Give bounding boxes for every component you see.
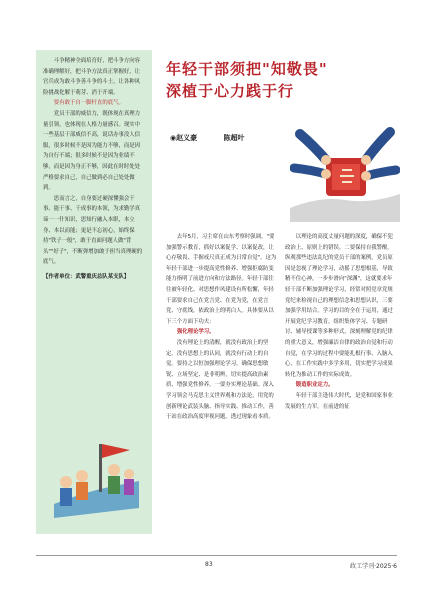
subheading-2-text: 锻造职业定力。 — [295, 382, 334, 389]
author-1: ◉赵义豪 — [170, 134, 198, 142]
byline — [170, 133, 269, 143]
body-paragraph-4: 年轻干部主逢伟大时代，是党和国家事业发展的生力军。在前进的征 — [285, 392, 393, 410]
body-paragraph-1: 去年5月，习主席在山东考察时强调，"要加强警示教育，抓好以案促学、以案促改，让心存敬畏、手握戒尺真正成为日常自觉"。这为年轻干部进一步提高党性修养、增强拒腐防变能力指明了前进方向和方法路径。年轻干部往往被年轻化、对思想作风建设有所松懈，年轻干部要求自己在党言党、在党为党，在党言党、守底线，依政治上的明白人。具体要从以下三个方面下功夫： — [166, 234, 277, 325]
footer-divider — [36, 555, 397, 556]
page-number: 83 — [205, 561, 213, 568]
left-heading-2 — [43, 98, 145, 109]
body-subheading-1 — [166, 327, 278, 338]
body-paragraph-2: 没有理论上的清醒，就没有政治上的坚定。没有思想上的认同，就没有行动上的自觉。要持之以恒加强理论学习，确保思想敏锐、立场坚定、是非明辨，切实提高政治素质、增强党性修养。一要夯实理论基础。深入学习领会马克思主义世界观和方法论，用党的创新理论武装头脑、指导实践、推动工作，善于站在政治高度审视问题，透过现象看本质。 — [166, 339, 274, 421]
title-line-2: 深植于心力践于行 — [166, 82, 295, 100]
body-subheading-2 — [285, 380, 397, 391]
journal-footer: 政工学刊·2025·6 — [350, 563, 397, 570]
previous-article-column — [36, 50, 152, 534]
left-heading-2-text: 要有敢于自一脚杆直的底气。 — [53, 100, 124, 107]
left-paragraph-3: 思而言之，自身要过硬深懂强会干事、能干事、干成事的本领，为求勤学真谛一一什知识，思知行融入本职，本立身、本以而能；更是不忘初心，始终保持"铁子一般"，敢于直面问题人做"背头""好子"，不断弹增加敢于担当真理硬的底气。 — [43, 195, 143, 266]
body-paragraph-3: 以理论的高度丈量问题的深度，确保不犯政治上、原则上的错误。二要保持自我警醒。纵观那些违法乱纪的党员干部的案例，党员原因是忽视了理论学习，动摇了思想根基，导致精不住心神，一步步滑向"深渊"，这就要求年轻干部不断加强理论学习，经常对照党章党规党纪来检视自己的理想信念和思想认识，三要加强学用结合。学习的目的全在于运用，通过开展党纪学习教育，组织集体学习、专题研讨、辅导授课等多种形式，深刻理解党的纪律的重大意义，增强廉洁自律的政治自觉和行动自觉，在学习的过程中要能扎根行事、入脑入心，在工作实践中多学多用，切实把学习成果转化为推动工作的实际成效。 — [285, 234, 393, 378]
article-title — [166, 58, 396, 102]
article-body-column-1 — [166, 232, 278, 423]
hands-holding-fu-illustration — [290, 124, 400, 222]
left-paragraph-2: 党员干部的威信力，既体现在真理力量引领，也体现在人格力量感召。现实中一些基层干部威信不高，说话办事没人信服，很多时候不是因为能力不够，而是因为自行不端；很多时候不是因为业绩不够，而是因为身正不够，因此在时时处处严格要求自己，自己做到必自己处处做到。 — [43, 110, 141, 192]
cartoon-illustration — [44, 426, 144, 526]
title-line-1: 年轻干部须把"知敬畏" — [166, 60, 328, 78]
left-paragraph-1: 斗争精神全面培育好，把斗争方向容准确理解好，把斗争方法真正掌握好，让官兵成为敢斗争善斗争的斗士，让各种风险挑战化解于萌芽、消于开端。 — [43, 58, 141, 96]
article-body-column-2 — [285, 232, 397, 412]
left-author-affiliation: 【作者单位：武警重庆总队某支队】 — [43, 273, 130, 280]
author-2: 陈超叶 — [223, 134, 245, 142]
subheading-1-text: 强化理论学习。 — [176, 329, 215, 336]
